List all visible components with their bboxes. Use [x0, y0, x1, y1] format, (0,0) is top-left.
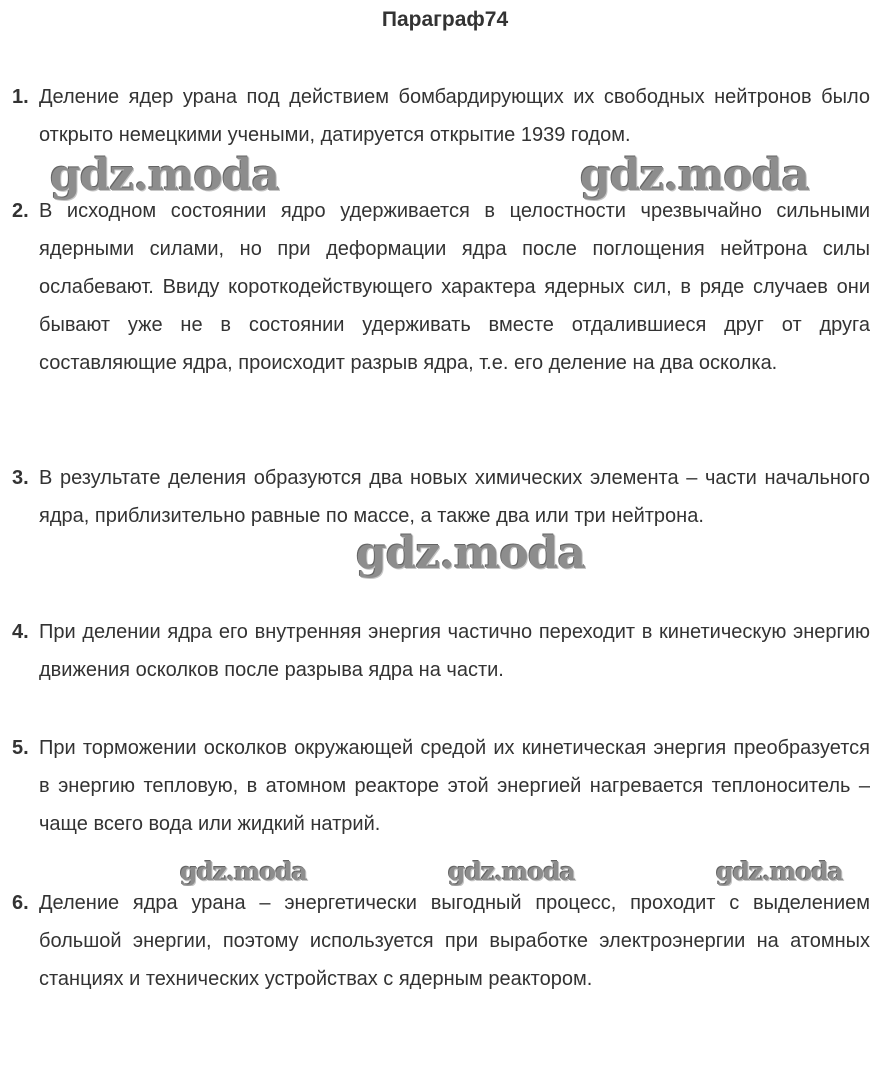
item-text: В исходном состоянии ядро удерживается в целостности чрезвычайно сильными ядерными силами, но при деформации ядра после поглощения нейтрона силы ослабевают. Ввиду короткодействующего характера ядерных сил, в ряде случаев они бывают уже не в состоянии удерживать вместе отдалившиеся друг от друга составляющие ядра, происходит разрыв ядра, т.е. его деление на два осколка. — [39, 200, 870, 374]
watermark: gdz.moda — [580, 150, 810, 201]
item-text: В результате деления образуются два новых химических элемента – части начального ядра, приблизительно равные по массе, а также два или три нейтрона. — [39, 467, 870, 527]
list-item-6 — [12, 884, 870, 998]
item-text: Деление ядер урана под действием бомбардирующих их свободных нейтронов было открыто немецкими учеными, датируется открытие 1939 годом. — [39, 86, 870, 146]
watermark: gdz.moda — [356, 528, 586, 579]
item-text: При торможении осколков окружающей средой их кинетическая энергия преобразуется в энергию тепловую, в атомном реакторе этой энергией нагревается теплоноситель – чаще всего вода или жидкий натрий. — [39, 737, 870, 835]
item-number: 6. — [12, 892, 29, 914]
list-item-5 — [12, 729, 870, 843]
watermark: gdz.moda — [716, 857, 843, 886]
watermark: gdz.moda — [50, 150, 280, 201]
page-title: Параграф74 — [381, 8, 509, 31]
list-item-2 — [12, 192, 870, 382]
item-text: Деление ядра урана – энергетически выгодный процесс, проходит с выделением большой энергии, поэтому используется при выработке электроэнергии на атомных станциях и технических устройствах с ядерным реактором. — [39, 892, 870, 990]
item-number: 5. — [12, 737, 29, 759]
list-item-3 — [12, 459, 870, 535]
list-item-1 — [12, 78, 870, 154]
watermark: gdz.moda — [448, 857, 575, 886]
item-number: 4. — [12, 621, 29, 643]
item-text: При делении ядра его внутренняя энергия частично переходит в кинетическую энергию движения осколков после разрыва ядра на части. — [39, 621, 870, 681]
item-number: 3. — [12, 467, 29, 489]
item-number: 2. — [12, 200, 29, 222]
list-item-4 — [12, 613, 870, 689]
item-number: 1. — [12, 86, 29, 108]
watermark: gdz.moda — [180, 857, 307, 886]
